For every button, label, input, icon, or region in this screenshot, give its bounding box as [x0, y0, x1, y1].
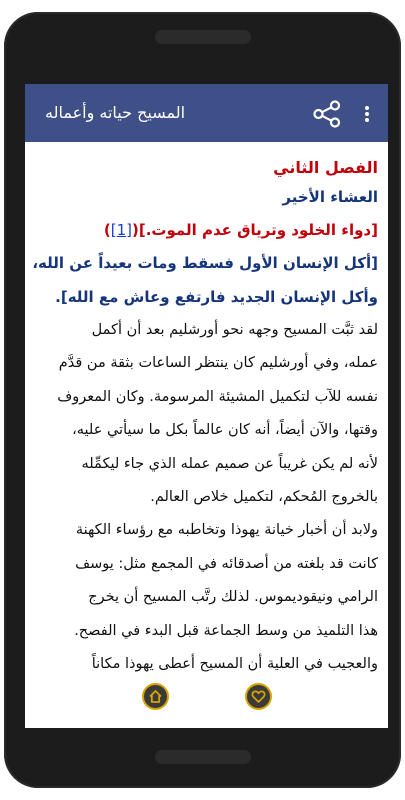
phone-body: [4, 12, 401, 788]
emphasis-line: [أكل الإنسان الأول فسقط ومات بعيداً عن الله،: [32, 254, 378, 272]
paragraph-line: هذا التلميذ من وسط الجماعة قبل البدء في الفصح.: [74, 622, 378, 639]
emphasis-line: وأكل الإنسان الجديد فارتفع وعاش مع الله].: [55, 288, 378, 306]
app-title: المسيح حياته وأعماله: [45, 103, 186, 122]
paragraph-line: لقد ثبَّت المسيح وجهه نحو أورشليم بعد أن أكمل: [91, 322, 378, 338]
paragraph-line: ولابد أن أخبار خيانة يهوذا وتخاطبه مع رؤساء الكهنة: [75, 522, 378, 539]
quote-text: [دواء الخلود وترياق عدم الموت.](: [132, 221, 378, 239]
paragraph-line: وقتها، والآن أيضاً، أنه كان عالماً بكل ما سيأتي عليه،: [72, 422, 378, 439]
paragraph-line: كانت قد بلغته من أصدقائه في المجمع مثل: يوسف: [75, 555, 378, 572]
section-title: العشاء الأخير: [282, 188, 378, 206]
paragraph-line: لأنه لم يكن غريباً عن صميم عمله الذي جاء ليكمِّله: [81, 455, 378, 472]
paragraph-line: والعجيب في العلية أن المسيح أعطى يهوذا مكاناً: [91, 656, 378, 673]
quote-line: [35, 214, 378, 246]
paragraph-line: بالخروج المُحكم، لتكميل خلاص العالم.: [150, 489, 378, 506]
bottom-speaker: [155, 750, 251, 764]
quote-close: ): [103, 221, 111, 239]
home-button[interactable]: [142, 683, 169, 710]
share-icon[interactable]: [312, 100, 342, 128]
top-speaker: [155, 30, 251, 44]
chapter-title: الفصل الثاني: [273, 158, 378, 177]
paragraph-line: نفسه للآب لتكميل المشيئة المرسومة. وكان المعروف: [57, 388, 378, 405]
paragraph-line: الرامي ونيقوديموس. لذلك رتَّب المسيح أن يخرج: [88, 589, 378, 606]
favorite-button[interactable]: [245, 683, 272, 710]
paragraph-line: عمله، وفي أورشليم كان ينتظر الساعات بثقة من قدَّم: [58, 355, 378, 372]
footnote-link[interactable]: [1]: [110, 221, 133, 239]
article-content: [25, 142, 388, 728]
screen: [25, 84, 388, 728]
app-bar: [25, 84, 388, 142]
more-vertical-icon[interactable]: [359, 102, 375, 126]
